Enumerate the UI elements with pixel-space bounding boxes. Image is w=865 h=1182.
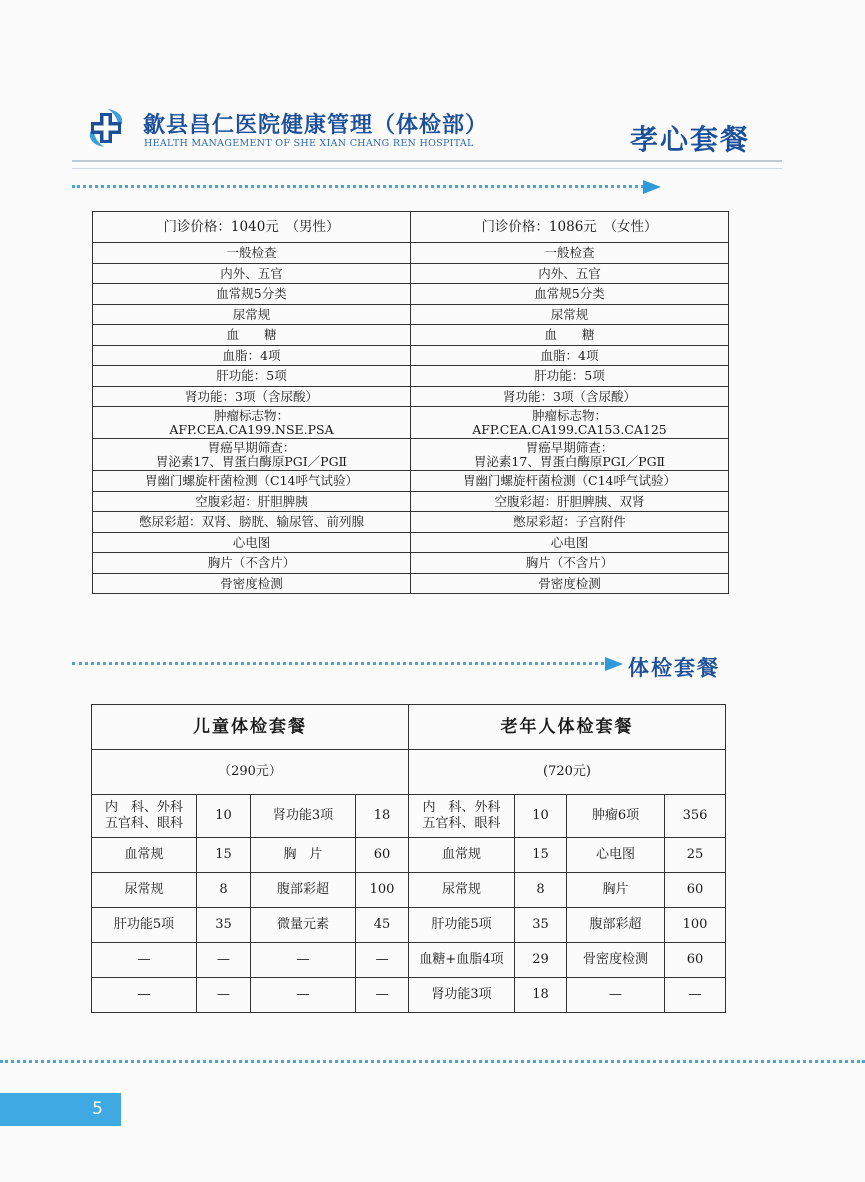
medical-cross-icon <box>84 106 128 150</box>
female-price-label: 门诊价格：1086元 （女性） <box>411 212 729 243</box>
female-item: 肝功能：5项 <box>411 366 729 387</box>
table-row <box>93 573 729 594</box>
section-title-filial-package: 孝心套餐 <box>629 123 750 156</box>
table-row <box>93 325 729 346</box>
children-package-title: 儿童体检套餐 <box>92 705 409 750</box>
children-fee: 35 <box>197 908 251 943</box>
children-item: — <box>251 978 356 1013</box>
children-item: — <box>92 943 197 978</box>
elderly-item: 肿瘤6项 <box>567 795 665 838</box>
male-item: 肝功能：5项 <box>93 366 411 387</box>
dotted-divider <box>72 662 610 665</box>
elderly-fee: 356 <box>665 795 726 838</box>
female-item <box>411 439 729 471</box>
male-item <box>93 407 411 439</box>
male-item: 心电图 <box>93 532 411 553</box>
dotted-divider <box>72 185 644 188</box>
male-item: 内外、五官 <box>93 263 411 284</box>
header-divider <box>72 160 782 169</box>
hospital-name: 歙县昌仁医院健康管理（体检部） <box>143 113 489 138</box>
table-row <box>93 243 729 264</box>
filial-package-table <box>92 211 729 594</box>
elderly-item: — <box>567 978 665 1013</box>
female-item-line: 胃癌早期筛查： <box>525 439 614 455</box>
male-item-line: 肿瘤标志物： <box>213 407 289 423</box>
footer-dotted-divider <box>0 1060 865 1063</box>
children-fee: 60 <box>356 838 409 873</box>
female-item <box>411 407 729 439</box>
arrow-right-icon <box>643 180 661 194</box>
male-item: 尿常规 <box>93 304 411 325</box>
male-item: 憋尿彩超：双肾、膀胱、输尿管、前列腺 <box>93 512 411 533</box>
female-item-line: 肿瘤标志物： <box>531 407 607 423</box>
female-item: 胃幽门螺旋杆菌检测（C14呼气试验） <box>411 471 729 492</box>
table-row <box>93 345 729 366</box>
female-item: 心电图 <box>411 532 729 553</box>
table-row <box>92 908 726 943</box>
table-row <box>93 263 729 284</box>
arrow-right-icon <box>605 657 623 671</box>
children-fee: — <box>356 943 409 978</box>
children-fee: 18 <box>356 795 409 838</box>
children-item: — <box>92 978 197 1013</box>
elderly-package-price: (720元) <box>409 750 726 795</box>
elderly-fee: 60 <box>665 873 726 908</box>
table-row <box>93 407 729 439</box>
table-row <box>92 978 726 1013</box>
male-item: 肾功能：3项（含尿酸） <box>93 386 411 407</box>
elderly-item: 内 科、外科 五官科、眼科 <box>409 795 515 838</box>
male-price-label: 门诊价格：1040元 （男性） <box>93 212 411 243</box>
female-item: 肾功能：3项（含尿酸） <box>411 386 729 407</box>
elderly-fee: 100 <box>665 908 726 943</box>
table-row <box>93 284 729 305</box>
table-row <box>93 553 729 574</box>
elderly-fee: — <box>665 978 726 1013</box>
male-item: 血常规5分类 <box>93 284 411 305</box>
male-item <box>93 439 411 471</box>
table-row <box>93 471 729 492</box>
female-item: 骨密度检测 <box>411 573 729 594</box>
female-item: 憋尿彩超：子宫附件 <box>411 512 729 533</box>
elderly-item: 骨密度检测 <box>567 943 665 978</box>
male-item-line: 胃泌素17、胃蛋白酶原PGI／PGⅡ <box>155 453 348 469</box>
female-item: 胸片（不含片） <box>411 553 729 574</box>
elderly-item: 肝功能5项 <box>409 908 515 943</box>
table-row <box>92 795 726 838</box>
elderly-fee: 60 <box>665 943 726 978</box>
checkup-package-table <box>91 704 726 1013</box>
children-item: 肾功能3项 <box>251 795 356 838</box>
hospital-name-english: HEALTH MANAGEMENT OF SHE XIAN CHANG REN HOSPITAL <box>144 138 474 149</box>
children-item: 内 科、外科 五官科、眼科 <box>92 795 197 838</box>
elderly-fee: 25 <box>665 838 726 873</box>
children-item: 肝功能5项 <box>92 908 197 943</box>
elderly-item: 血常规 <box>409 838 515 873</box>
elderly-fee: 8 <box>515 873 567 908</box>
children-package-price: （290元） <box>92 750 409 795</box>
children-fee: 45 <box>356 908 409 943</box>
elderly-fee: 15 <box>515 838 567 873</box>
page-number: 5 <box>0 1093 121 1126</box>
children-item: 腹部彩超 <box>251 873 356 908</box>
elderly-item: 肾功能3项 <box>409 978 515 1013</box>
elderly-fee: 29 <box>515 943 567 978</box>
table-row <box>92 873 726 908</box>
children-fee: 10 <box>197 795 251 838</box>
elderly-fee: 35 <box>515 908 567 943</box>
male-item: 胸片（不含片） <box>93 553 411 574</box>
children-fee: — <box>197 978 251 1013</box>
children-item: 微量元素 <box>251 908 356 943</box>
children-item: 血常规 <box>92 838 197 873</box>
children-item: 胸 片 <box>251 838 356 873</box>
male-item: 血 糖 <box>93 325 411 346</box>
table-row <box>93 532 729 553</box>
female-item: 内外、五官 <box>411 263 729 284</box>
table-row <box>93 512 729 533</box>
table-row <box>93 386 729 407</box>
male-item: 骨密度检测 <box>93 573 411 594</box>
table-row <box>92 838 726 873</box>
elderly-item: 胸片 <box>567 873 665 908</box>
table-row <box>93 304 729 325</box>
female-item: 血 糖 <box>411 325 729 346</box>
children-fee: 8 <box>197 873 251 908</box>
children-fee: — <box>197 943 251 978</box>
elderly-package-title: 老年人体检套餐 <box>409 705 726 750</box>
children-fee: 15 <box>197 838 251 873</box>
children-item: — <box>251 943 356 978</box>
male-item-line: 胃癌早期筛查： <box>207 439 296 455</box>
children-fee: — <box>356 978 409 1013</box>
table-row <box>93 491 729 512</box>
female-item: 一般检查 <box>411 243 729 264</box>
female-item-line: 胃泌素17、胃蛋白酶原PGI／PGⅡ <box>473 453 666 469</box>
female-item: 血脂：4项 <box>411 345 729 366</box>
female-item-line: AFP.CEA.CA199.CA153.CA125 <box>472 421 667 437</box>
elderly-item: 血糖+血脂4项 <box>409 943 515 978</box>
male-item: 血脂：4项 <box>93 345 411 366</box>
table-row <box>93 366 729 387</box>
male-item: 一般检查 <box>93 243 411 264</box>
section-title-checkup-package: 体检套餐 <box>628 656 720 680</box>
male-item: 空腹彩超：肝胆脾胰 <box>93 491 411 512</box>
male-item: 胃幽门螺旋杆菌检测（C14呼气试验） <box>93 471 411 492</box>
table-row <box>92 943 726 978</box>
elderly-fee: 18 <box>515 978 567 1013</box>
children-item: 尿常规 <box>92 873 197 908</box>
female-item: 空腹彩超：肝胆脾胰、双肾 <box>411 491 729 512</box>
female-item: 血常规5分类 <box>411 284 729 305</box>
elderly-item: 心电图 <box>567 838 665 873</box>
table-row <box>93 439 729 471</box>
elderly-fee: 10 <box>515 795 567 838</box>
children-fee: 100 <box>356 873 409 908</box>
elderly-item: 腹部彩超 <box>567 908 665 943</box>
male-item-line: AFP.CEA.CA199.NSE.PSA <box>169 421 334 437</box>
female-item: 尿常规 <box>411 304 729 325</box>
elderly-item: 尿常规 <box>409 873 515 908</box>
